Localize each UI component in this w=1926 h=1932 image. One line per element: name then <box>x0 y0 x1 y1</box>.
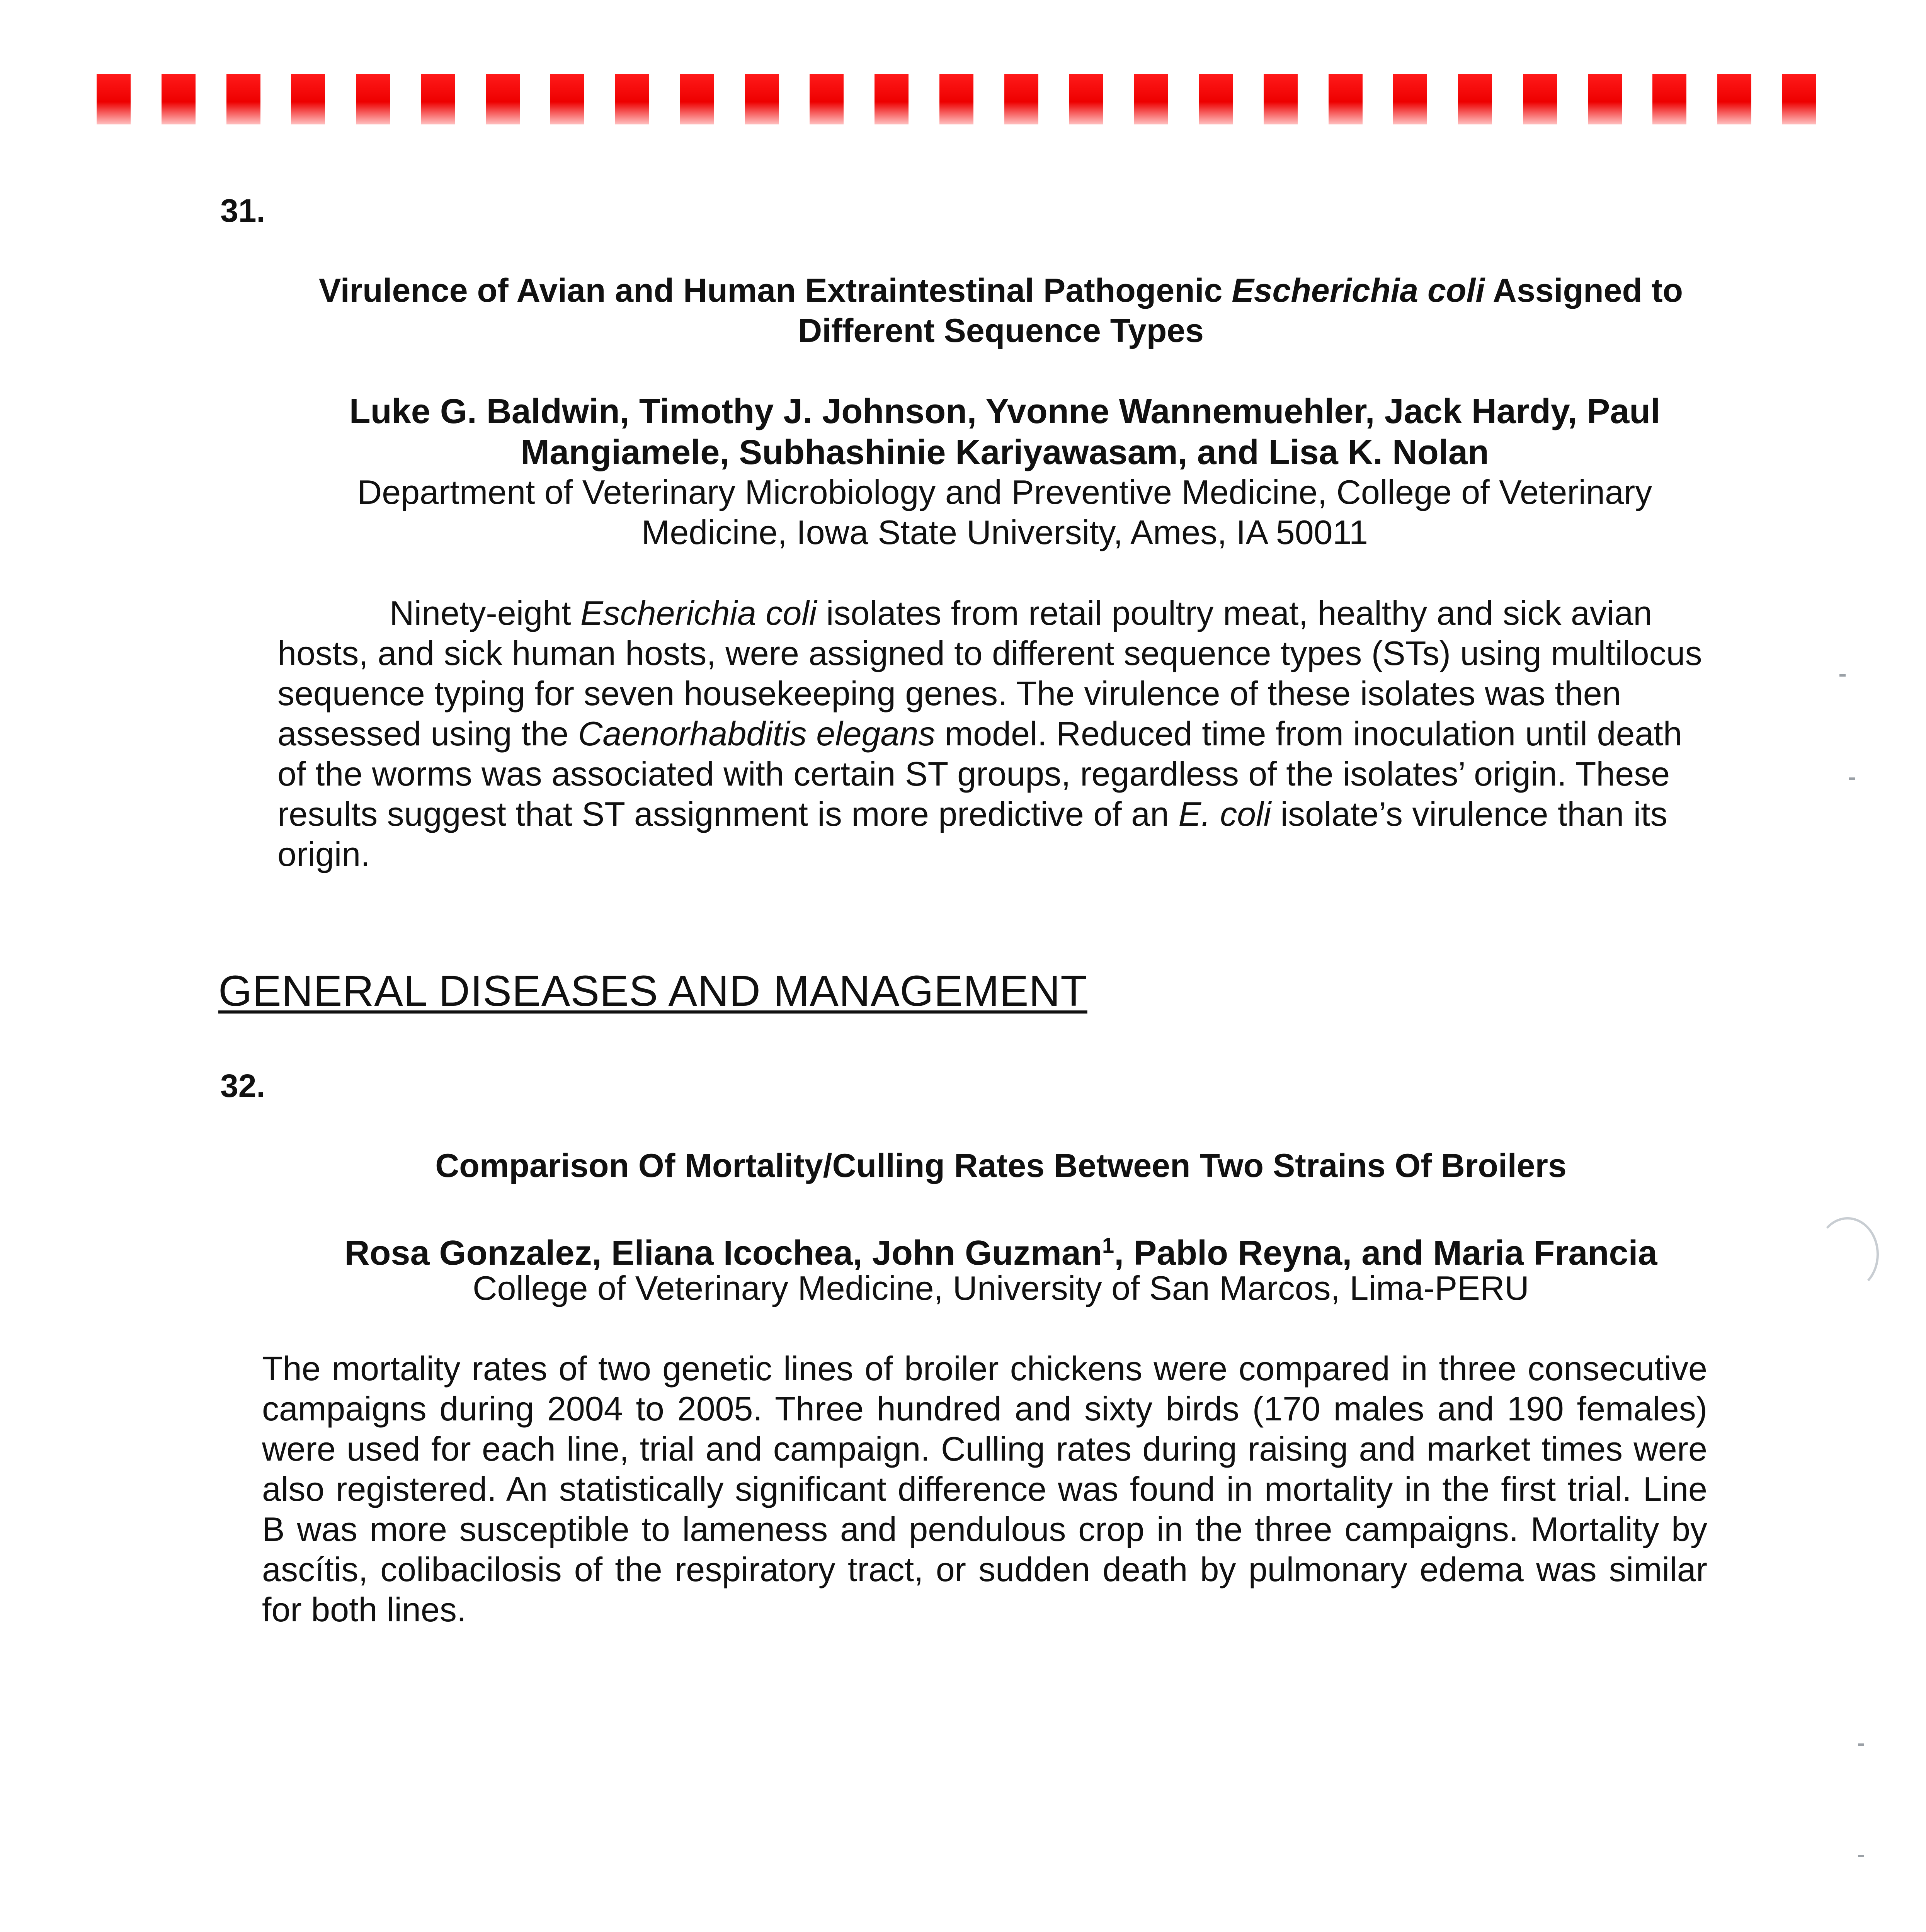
header-bar-block <box>550 74 584 124</box>
header-bar-block <box>810 74 844 124</box>
scan-mark <box>1858 1855 1864 1857</box>
header-bar-block <box>1717 74 1751 124</box>
header-bar-block <box>1393 74 1427 124</box>
abstract-31-title <box>271 270 1731 351</box>
header-bar-block <box>615 74 649 124</box>
header-bar-block <box>745 74 779 124</box>
abstract-31-body-text: model. Reduced time from inoculation until death of the worms was associated with certain ST groups, regardless of the isolates’ origin. These results suggest that ST assignment is more predictive of an <box>277 714 1682 833</box>
abstract-31-title-text: Virulence of Avian and Human Extraintestinal Pathogenic <box>318 272 1232 309</box>
punch-hole-shadow <box>1816 1217 1879 1291</box>
header-bar-block <box>226 74 260 124</box>
scan-mark <box>1849 777 1855 780</box>
header-decorative-bar <box>97 74 1816 124</box>
header-bar-block <box>1069 74 1103 124</box>
header-bar-block <box>1004 74 1038 124</box>
abstract-32-title: Comparison Of Mortality/Culling Rates Between Two Strains Of Broilers <box>435 1147 1567 1184</box>
scan-mark <box>1858 1743 1864 1746</box>
abstract-31-body-text: isolates from retail poultry meat, healthy and sick avian hosts, and sick human hosts, were assigned to different sequence types (STs) using multilocus sequence typing for seven housekeeping genes. The virulence of these isolates was then assessed using the <box>277 594 1702 753</box>
abstract-31-body-text: isolate’s virulence than its origin. <box>277 795 1667 873</box>
abstract-32-body-text: The mortality rates of two genetic lines of broiler chickens were compared in three consecutive campaigns during 2004 to 2005. Three hundred and sixty birds (170 males and 190 females) were used for each line, trial and campaign. Culling rates during raising and market times were also registered. An statistically significant difference was found in mortality in the first trial. Line B was more susceptible to lameness and pendulous crop in the three campaigns. Mortality by ascítis, colibacilosis of the respiratory tract, or sudden death by pulmonary edema was similar for both lines. <box>262 1349 1707 1629</box>
abstract-31-authors: Luke G. Baldwin, Timothy J. Johnson, Yvonne Wannemuehler, Jack Hardy, Paul Mangiamele, Subhashinie Kariyawasam, and Lisa K. Nolan <box>349 392 1661 472</box>
abstract-31-body-species: Caenorhabditis elegans <box>578 714 936 753</box>
abstract-31-title-species: Escherichia coli <box>1232 272 1485 309</box>
header-bar-block <box>1199 74 1233 124</box>
header-bar-block <box>1329 74 1363 124</box>
header-bar-block <box>1134 74 1168 124</box>
header-bar-block <box>1523 74 1557 124</box>
abstract-31-body <box>277 593 1715 874</box>
header-bar-block <box>1458 74 1492 124</box>
section-heading: GENERAL DISEASES AND MANAGEMENT <box>218 967 1087 1015</box>
abstract-31-body-species: E. coli <box>1178 795 1271 833</box>
header-bar-block <box>291 74 325 124</box>
header-bar-block <box>1652 74 1686 124</box>
abstract-32-authors-superscript: 1 <box>1102 1233 1114 1257</box>
header-bar-block <box>1264 74 1298 124</box>
header-bar-block <box>97 74 131 124</box>
header-bar-block <box>1588 74 1622 124</box>
abstract-32-number: 32. <box>220 1068 265 1104</box>
header-bar-block <box>680 74 714 124</box>
scan-mark <box>1839 674 1846 677</box>
abstract-32-authors <box>271 1225 1731 1274</box>
header-bar-block <box>875 74 909 124</box>
abstract-31-body-species: Escherichia coli <box>580 594 817 632</box>
abstract-31-title-text-end: Assigned to Different Sequence Types <box>798 272 1683 349</box>
header-bar-block <box>1782 74 1816 124</box>
abstract-31-body-text: Ninety-eight <box>390 594 581 632</box>
header-bar-block <box>939 74 973 124</box>
abstract-31-affiliation: Department of Veterinary Microbiology and Preventive Medicine, College of Veterinary Medicine, Iowa State University, Ames, IA 50011 <box>357 473 1652 551</box>
abstract-31-number: 31. <box>220 192 265 229</box>
abstract-32-body <box>262 1349 1707 1630</box>
abstract-32-affiliation: College of Veterinary Medicine, University of San Marcos, Lima-PERU <box>473 1269 1529 1307</box>
header-bar-block <box>162 74 196 124</box>
header-bar-block <box>356 74 390 124</box>
abstract-32-authors-text-end: , Pablo Reyna, and Maria Francia <box>1114 1234 1657 1272</box>
header-bar-block <box>486 74 520 124</box>
abstract-32-authors-text: Rosa Gonzalez, Eliana Icochea, John Guzman <box>344 1234 1102 1272</box>
header-bar-block <box>421 74 455 124</box>
